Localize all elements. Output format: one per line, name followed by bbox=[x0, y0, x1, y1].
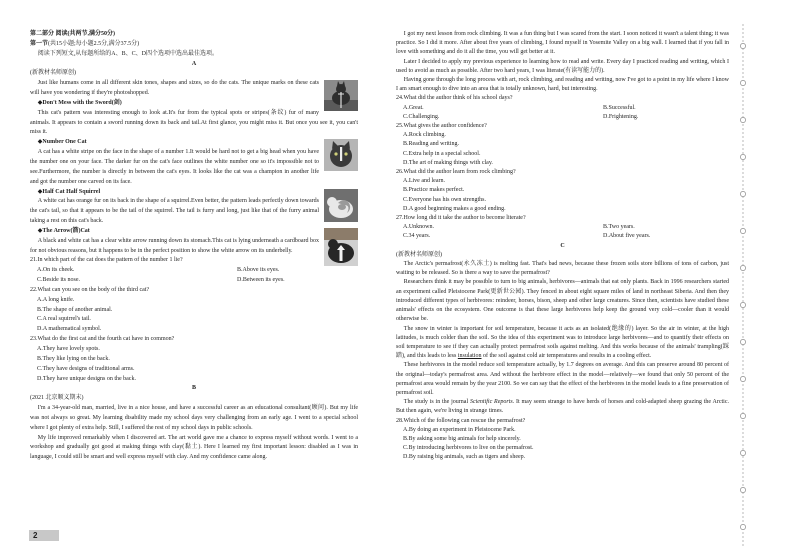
option: B.Reading and writing. bbox=[403, 141, 459, 148]
question-24-options bbox=[396, 104, 729, 122]
subsection-body-number-one: A cat has a white stripe on the face in the shape of a number 1.It would be hard not to get a big head when you have the number one on your face. The darker fur on the cat's face outlines the white number one so it's impossible not to see.Furthermore, the number is directly in between the cat's eyes. It looks like the cat was a champion in another life and got the number one carved on its face. bbox=[30, 149, 319, 185]
text-run: of the soil against cold air temperatures and results in a cooling effect. bbox=[481, 353, 652, 360]
question-21-options bbox=[30, 266, 319, 286]
option: C.Beside its nose. bbox=[37, 277, 80, 284]
passage-c-source: (新教材名师原创) bbox=[396, 251, 442, 258]
passage-c-paragraph-3 bbox=[396, 325, 729, 362]
passage-c-paragraph-4: These herbivores in the model reduce soil temperature actually, by 1.7 degrees on average. And this can preserve around 80 percent of the original—today's permafrost area. And without the herbivore effect in the model—relatively—we found that only 50 percent of the permafrost area would remain by the year 2100. So we can say that the effect of the herbivores in the model leads to a fine preservation of permafrost soil. bbox=[396, 362, 729, 396]
cat-photo-arrow bbox=[324, 228, 358, 266]
option: D.Frightening. bbox=[603, 113, 639, 120]
passage-c-letter: C bbox=[560, 242, 565, 249]
question-27-stem: 27.How long did it take the author to become literate? bbox=[396, 215, 526, 222]
question-21-stem: 21.In which part of the cat does the pattern of the number 1 lie? bbox=[30, 257, 183, 264]
option: C.Everyone has his own strengths. bbox=[403, 196, 486, 203]
option: D.They have unique designs on the back. bbox=[37, 375, 136, 382]
page-number: 2 bbox=[29, 530, 59, 541]
option: B.The shape of another animal. bbox=[37, 306, 113, 313]
text-run: The snow in winter is important for soil temperature, because it acts as an isolated(绝缘的) layer. So the air in winter, at the high latitudes, is much colder than the soil. So the idea of this experiment was to introduce large herbivores—and to quantify their effects on soil temperature to see if they can actually protect permafrost soils against melting. And this works because of the animals' trampling(踩踏), and this leads to less bbox=[396, 325, 729, 360]
binding-hole-icon bbox=[740, 376, 745, 381]
part-heading bbox=[30, 40, 358, 50]
binding-hole-icon bbox=[740, 450, 745, 455]
question-25-options bbox=[396, 131, 729, 168]
binding-hole-icon bbox=[740, 191, 745, 196]
option: D.By raising big animals, such as tigers and sheep. bbox=[403, 454, 526, 461]
option: B.Successful. bbox=[603, 104, 636, 111]
option: D.A mathematical symbol. bbox=[37, 326, 102, 333]
subsection-body-arrow: A black and white cat has a clear white arrow running down its stomach.This cat is lying underneath a cardboard box for not obvious reasons, but it happens to be in the perfect position to show the white arrow on its underbelly. bbox=[30, 237, 319, 254]
option: D.A good beginning makes a good ending. bbox=[403, 205, 506, 212]
part-note: (共15小题;每小题2.5分,满分37.5分) bbox=[48, 40, 140, 47]
subsection-heading-sword: ◆Don't Mess with the Sword(剑) bbox=[37, 99, 122, 106]
question-23-stem: 23.What do the first cat and the fourth cat have in common? bbox=[30, 336, 175, 343]
cat-photo-number-one bbox=[324, 139, 358, 171]
option: C.Extra help in a special school. bbox=[403, 150, 481, 157]
subsection-heading-arrow: ◆The Arrow(箭)Cat bbox=[37, 227, 90, 234]
passage-b-paragraph: My life improved remarkably when I discovered art. The art world gave me a chance to express myself without words. I went to a workshop and gradually got good at making things with clay(黏土). Here I learned my first important lesson: disabled as I was in language, I could still be smart and well express myself with clay. And my confidence came along. bbox=[30, 434, 358, 461]
binding-hole-icon bbox=[740, 117, 745, 122]
right-column bbox=[396, 30, 729, 463]
cat-photo-squirrel bbox=[324, 189, 358, 222]
option: B.Above its eyes. bbox=[237, 267, 280, 274]
option: C.A real squirrel's tail. bbox=[37, 316, 91, 323]
journal-title: Scientific Reports bbox=[469, 399, 513, 406]
option: A.Unknown. bbox=[403, 224, 434, 231]
option: D.About five years. bbox=[603, 233, 651, 240]
cat-photo-sword bbox=[324, 80, 358, 111]
passage-b-paragraph: I'm a 34-year-old man, married, live in a nice house, and have a successful career as an educational consultant(顾问). But my life was not always so great. My learning disability made my school days very challenging from an early age. I went to a special school where I got plenty of extra help. Still, I suffered the rest of my school days in public schools. bbox=[30, 405, 358, 431]
option: B.Two years. bbox=[603, 224, 635, 231]
question-28-options bbox=[396, 426, 729, 463]
question-22-stem: 22.What can you see on the body of the third cat? bbox=[30, 286, 150, 293]
left-column bbox=[30, 30, 358, 463]
part-title: 第一节 bbox=[30, 40, 49, 47]
passage-c-paragraph-1: The Arctic's permafrost(永久冻土) is melting fast. That's bad news, because these frozen soils store billions of tons of carbon, just waiting to be released. So is there a way to save the permafrost? bbox=[396, 261, 729, 277]
option: A.Live and learn. bbox=[403, 178, 445, 185]
question-26-stem: 26.What did the author learn from rock climbing? bbox=[396, 169, 516, 176]
option: C.By introducing herbivores to live on the permafrost. bbox=[403, 445, 534, 452]
option: B.By asking some big animals for help sincerely. bbox=[403, 435, 521, 442]
binding-hole-icon bbox=[740, 43, 745, 48]
question-28-stem: 28.Which of the following can rescue the permafrost? bbox=[396, 417, 526, 424]
option: B.Practice makes perfect. bbox=[403, 187, 465, 194]
section-title: 第二部分 阅读(共两节,满分50分) bbox=[30, 31, 115, 37]
subsection-body-sword: This cat's pattern was interesting enough to look at.It's fur from the typical spots or stripes(条纹) fur of many animals. It appears to contain a sword running down its back and tail.At first glance, you might miss it. But once you see it, you can't miss it. bbox=[30, 109, 358, 136]
subsection-body-squirrel: A white cat has orange fur on its back in the shape of a squirrel.Even better, the pattern leads perfectly down towards the cat's tail, so that it appears to be the tail of the squirrel. The tail is furry and long, just like that of the furry animal taking a rest on this cat's back. bbox=[30, 198, 319, 225]
passage-b-paragraph: Having gone through the long process with art, rock climbing, and reading and writing, now I've got to a point in my life where I know I am smart enough to dive into an area that is totally unknown, hard, but interesting. bbox=[396, 77, 729, 93]
passage-a-intro: Just like humans come in all different skin tones, shapes and sizes, so do the cats. The unique marks on these cats will have you wondering if they're photoshopped. bbox=[30, 80, 319, 97]
text-run: . It may seem strange to have herds of horses and cold-adapted sheep grazing the Arctic. But then again, we're living in strange times. bbox=[396, 399, 729, 415]
binding-hole-icon bbox=[740, 154, 745, 159]
option: A.A long knife. bbox=[37, 296, 75, 303]
binding-hole-icon bbox=[740, 413, 745, 418]
option: B.They like lying on the back. bbox=[37, 355, 110, 362]
subsection-heading-squirrel: ◆Half Cat Half Squirrel bbox=[37, 188, 101, 195]
passage-b-paragraph: I got my next lesson from rock climbing. It was a fun thing but I was scared from the start. I soon noticed it wasn't a talent thing; it was practice. So I did it more. After about five years of climbing, I found myself in Yosemite Valley on a big wall. I learned that if you fall in love with something and do it all the time, you will get better at it. bbox=[396, 31, 729, 56]
binding-hole-icon bbox=[740, 228, 745, 233]
question-27-options bbox=[396, 223, 729, 241]
underlined-word: insulation bbox=[457, 353, 482, 360]
binding-hole-icon bbox=[740, 265, 745, 270]
question-26-options bbox=[396, 177, 729, 214]
option: C.They have designs of traditional arms. bbox=[37, 365, 135, 372]
binding-hole-icon bbox=[740, 80, 745, 85]
passage-b-paragraph: Later I decided to apply my previous experience to learning how to read and write. Every day I practiced reading and writing, which I used to avoid as much as possible. After two hard years, I was literate(有读写能力的). bbox=[396, 58, 729, 74]
option: D.Between its eyes. bbox=[237, 277, 285, 284]
option: A.By doing an experiment in Pleistocene Park. bbox=[403, 426, 516, 433]
question-25-stem: 25.What gives the author confidence? bbox=[396, 123, 487, 130]
passage-b-letter: B bbox=[191, 385, 196, 392]
binding-hole-icon bbox=[740, 487, 745, 492]
option: A.Rock climbing. bbox=[403, 132, 446, 139]
passage-c-paragraph-2: Researchers think it may be possible to turn to big animals, herbivores—animals that eat only plants. Back in 1996 researchers started an experiment called Pleistocene Park(更新世公园). They fenced in about eight square miles of land in northeast Siberia. And then they introduced different types of herbivores: reindeer, horses, bison, sheep and other large creatures. Since then, scientists have studied these animals' effects on the ecosystem. One outcome is that these large herbivores help keep the ground very cold—cooler than it would otherwise be. bbox=[396, 279, 729, 323]
text-run: The study is in the journal bbox=[403, 399, 470, 406]
binding-hole-icon bbox=[740, 302, 745, 307]
passage-c-paragraph-5 bbox=[396, 398, 729, 416]
question-23-options bbox=[30, 345, 358, 384]
subsection-heading-number-one: ◆Number One Cat bbox=[37, 139, 87, 146]
option: D.The art of making things with clay. bbox=[403, 159, 493, 166]
option: C.Challenging. bbox=[403, 113, 440, 120]
question-24-stem: 24.What did the author think of his school days? bbox=[396, 95, 513, 102]
passage-b-source: (2021 北京顺义期末) bbox=[30, 395, 84, 402]
instruction: 阅读下列短文,从每题所给的A、B、C、D四个选项中选出最佳选项。 bbox=[37, 50, 218, 57]
option: C.34 years. bbox=[403, 233, 431, 240]
binding-margin-line bbox=[735, 0, 751, 552]
passage-a-source: (新教材名师原创) bbox=[30, 70, 76, 77]
option: A.Great. bbox=[403, 104, 424, 111]
binding-hole-icon bbox=[740, 524, 745, 529]
passage-a-letter: A bbox=[191, 60, 197, 67]
binding-hole-icon bbox=[740, 339, 745, 344]
option: A.On its cheek. bbox=[37, 267, 75, 274]
option: A.They have lovely spots. bbox=[37, 346, 100, 352]
question-22-options bbox=[30, 296, 358, 335]
